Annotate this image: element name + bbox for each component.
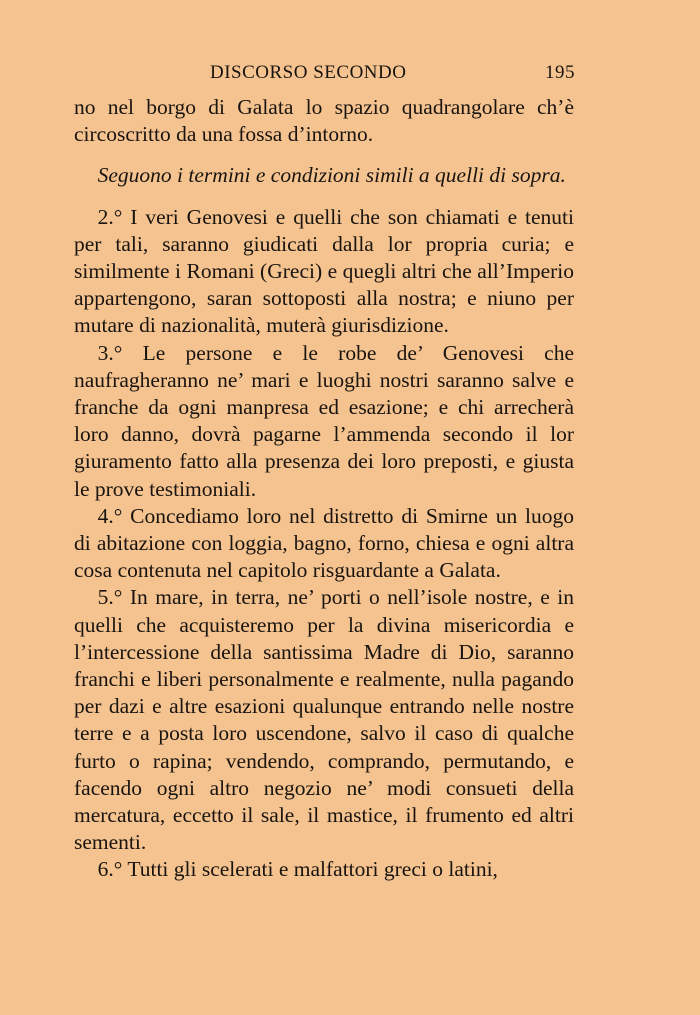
- page-header: [210, 62, 575, 90]
- running-title: DISCORSO SECONDO: [210, 62, 407, 83]
- page-number: 195: [545, 62, 575, 83]
- article-4: 4.° Concediamo loro nel distretto di Smirne un luogo di abitazione con loggia, bagno, forno, chiesa e ogni altra cosa contenuta nel capitolo risguardante a Galata.: [74, 503, 574, 583]
- section-heading: Seguono i termini e condizioni simili a quelli di sopra.: [97, 163, 566, 188]
- article-2: 2.° I veri Genovesi e quelli che son chiamati e tenuti per tali, saranno giudicati dalla lor propria curia; e similmente i Romani (Greci) e quegli altri che all’Imperio appartengono, saran sottoposti alla nostra; e niuno per mutare di nazionalità, muterà giurisdizione.: [74, 204, 574, 338]
- paragraph-continuation: no nel borgo di Galata lo spazio quadrangolare ch’è circoscritto da una fossa d’intorno.: [74, 95, 574, 147]
- paragraph-gap: [74, 148, 574, 162]
- body-text: [74, 94, 574, 884]
- paragraph-gap: [74, 190, 574, 204]
- article-5: 5.° In mare, in terra, ne’ porti o nell’isole nostre, e in quelli che acquisteremo per la divina misericordia e l’intercessione della santissima Madre di Dio, saranno franchi e liberi personalmente e realmente, nulla pagando per dazi e altre esazioni qualunque entrando nelle nostre terre e a posta loro uscendone, salvo il caso di qualche furto o rapina; vendendo, comprando, permutando, e facendo ogni altro negozio ne’ modi consueti della mercatura, eccetto il sale, il mastice, il frumento ed altri sementi.: [74, 585, 574, 855]
- article-3: 3.° Le persone e le robe de’ Genovesi che naufragheranno ne’ mari e luoghi nostri saranno salve e franche da ogni manpresa ed esazione; e chi arrecherà loro danno, dovrà pagarne l’ammenda secondo il lor giuramento fatto alla presenza dei loro preposti, e giusta le prove testimoniali.: [74, 340, 574, 501]
- article-6: 6.° Tutti gli scelerati e malfattori greci o latini,: [97, 857, 498, 882]
